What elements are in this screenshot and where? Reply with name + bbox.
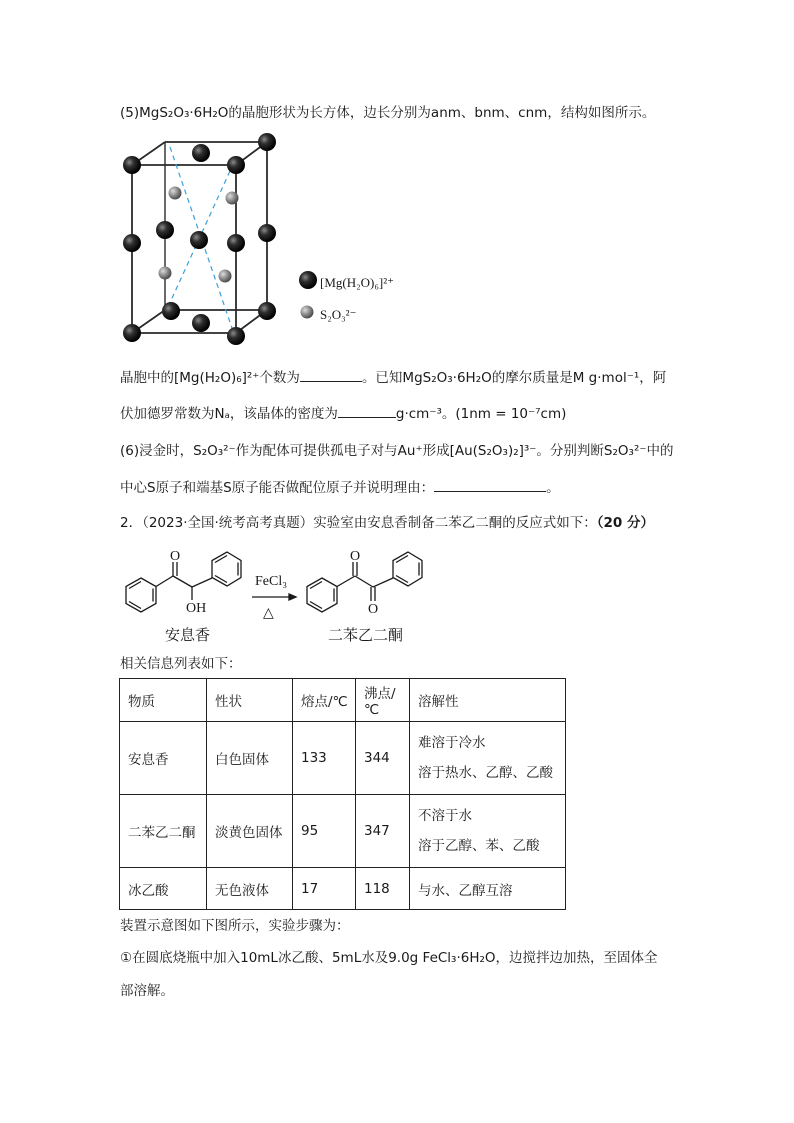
q2-score: （20 分） (596, 515, 655, 531)
q5-line2: 伏加德罗常数为Nₐ，该晶体的密度为 g·cm⁻³。(1nm = 10⁻⁷cm) (120, 403, 566, 424)
table-header-row (120, 679, 566, 722)
cell-melting-point: 17 (293, 868, 356, 910)
q6-line2: 中心S原子和端基S原子能否做配位原子并说明理由： 。 (120, 477, 560, 498)
cell-solubility: 与水、乙醇互溶 (410, 868, 566, 910)
cell-boiling-point: 118 (356, 868, 410, 910)
table-row (120, 868, 566, 910)
setup-text: 装置示意图如下图所示，实验步骤为： (120, 918, 350, 934)
cell-appearance: 无色液体 (207, 868, 293, 910)
cell-substance: 二苯乙二酮 (120, 795, 207, 868)
answer-blank-density[interactable] (338, 403, 396, 418)
q5-line1: 晶胞中的[Mg(H₂O)₆]²⁺个数为 。已知MgS₂O₃·6H₂O的摩尔质量是M g·mol⁻¹，阿 (120, 367, 666, 388)
cell-melting-point: 95 (293, 795, 356, 868)
q5-intro: (5)MgS₂O₃·6H₂O的晶胞形状为长方体，边长分别为anm、bnm、cnm，结构如图所示。 (120, 105, 656, 121)
reagent-fecl3: FeCl₃ (255, 574, 288, 589)
table-row (120, 722, 566, 795)
cell-boiling-point: 347 (356, 795, 410, 868)
reactant-name: 安息香 (165, 628, 211, 644)
header-boiling-point: 沸点/℃ (356, 679, 410, 722)
header-melting-point: 熔点/℃ (293, 679, 356, 722)
reactant-oxygen: O (170, 549, 181, 564)
q6-line1: (6)浸金时，S₂O₃²⁻作为配体可提供孤电子对与Au⁺形成[Au(S₂O₃)₂]³⁻。分别判断S₂O₃²⁻中的 (120, 443, 674, 459)
cell-solubility: 不溶于水 溶于乙醇、苯、乙酸 (410, 795, 566, 868)
legend-s2o3-label: S₂O₃²⁻ (320, 307, 357, 322)
header-solubility: 溶解性 (410, 679, 566, 722)
cell-appearance: 淡黄色固体 (207, 795, 293, 868)
answer-blank-count[interactable] (300, 367, 362, 382)
legend-mg-label: [Mg(H₂O)₆]²⁺ (320, 275, 394, 290)
product-oxygen-2: O (368, 602, 379, 617)
header-appearance: 性状 (207, 679, 293, 722)
table-row (120, 795, 566, 868)
step1-line1: ①在圆底烧瓶中加入10mL冰乙酸、5mL水及9.0g FeCl₃·6H₂O，边搅拌边加热，至固体全 (120, 950, 658, 966)
cell-substance: 冰乙酸 (120, 868, 207, 910)
properties-table (119, 678, 566, 910)
cell-melting-point: 133 (293, 722, 356, 795)
table-intro: 相关信息列表如下： (120, 656, 242, 672)
reaction-scheme (110, 545, 450, 650)
cell-boiling-point: 344 (356, 722, 410, 795)
product-oxygen-1: O (350, 549, 361, 564)
cell-solubility: 难溶于冷水 溶于热水、乙醇、乙酸 (410, 722, 566, 795)
answer-blank-reason[interactable] (434, 477, 546, 492)
heat-symbol: △ (263, 606, 274, 621)
q2-header: 2．（2023·全国·统考高考真题）实验室由安息香制备二苯乙二酮的反应式如下：（20 分） (120, 515, 655, 531)
product-name: 二苯乙二酮 (328, 628, 404, 644)
cell-appearance: 白色固体 (207, 722, 293, 795)
reactant-oh: OH (186, 601, 207, 616)
header-substance: 物质 (120, 679, 207, 722)
crystal-cell-diagram (110, 125, 430, 355)
cell-substance: 安息香 (120, 722, 207, 795)
step1-line2: 部溶解。 (120, 983, 174, 999)
